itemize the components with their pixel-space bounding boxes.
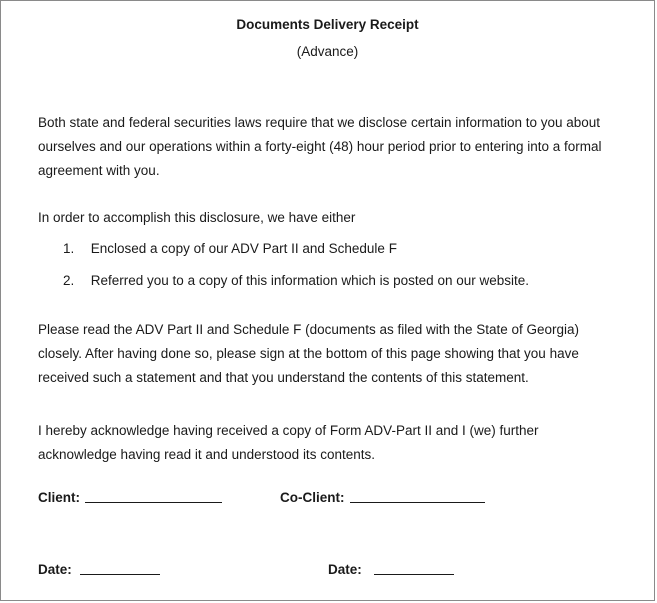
client-signature-line[interactable] — [85, 501, 222, 503]
intro-line: In order to accomplish this disclosure, we have either — [38, 210, 356, 225]
intro-paragraph — [38, 206, 628, 230]
paragraph-line: ourselves and our operations within a forty-eight (48) hour period prior to entering into a formal — [38, 139, 602, 154]
client-date-field[interactable] — [38, 562, 160, 577]
paragraph-line: Both state and federal securities laws require that we disclose certain information to you about — [38, 115, 601, 130]
list-item — [63, 273, 529, 288]
coclient-signature-field[interactable] — [280, 490, 485, 505]
client-date-label: Date: — [38, 562, 72, 577]
paragraph-line: closely. After having done so, please sign at the bottom of this page showing that you have — [38, 346, 579, 361]
client-signature-field[interactable] — [38, 490, 222, 505]
instructions-paragraph — [38, 318, 628, 390]
list-number: 2. — [63, 273, 75, 288]
document-title: Documents Delivery Receipt — [236, 17, 419, 32]
coclient-date-label: Date: — [328, 562, 362, 577]
paragraph-line: agreement with you. — [38, 163, 160, 178]
client-label: Client: — [38, 490, 80, 505]
coclient-date-line[interactable] — [374, 573, 454, 575]
paragraph-line: I hereby acknowledge having received a copy of Form ADV-Part II and I (we) further — [38, 423, 539, 438]
paragraph-line: received such a statement and that you understand the contents of this statement. — [38, 370, 529, 385]
coclient-label: Co-Client: — [280, 490, 345, 505]
paragraph-line: Please read the ADV Part II and Schedule F (documents as filed with the State of Georgia) — [38, 322, 580, 337]
coclient-signature-line[interactable] — [350, 501, 485, 503]
disclosure-paragraph — [38, 111, 628, 183]
paragraph-line: acknowledge having read it and understood its contents. — [38, 447, 375, 462]
coclient-date-field[interactable] — [328, 562, 454, 577]
acknowledgment-paragraph — [38, 419, 628, 467]
list-number: 1. — [63, 241, 75, 256]
list-item — [63, 241, 397, 256]
list-text: Enclosed a copy of our ADV Part II and Schedule F — [90, 241, 397, 256]
list-text: Referred you to a copy of this information which is posted on our website. — [90, 273, 529, 288]
client-date-line[interactable] — [80, 573, 160, 575]
document-subtitle: (Advance) — [296, 44, 359, 59]
